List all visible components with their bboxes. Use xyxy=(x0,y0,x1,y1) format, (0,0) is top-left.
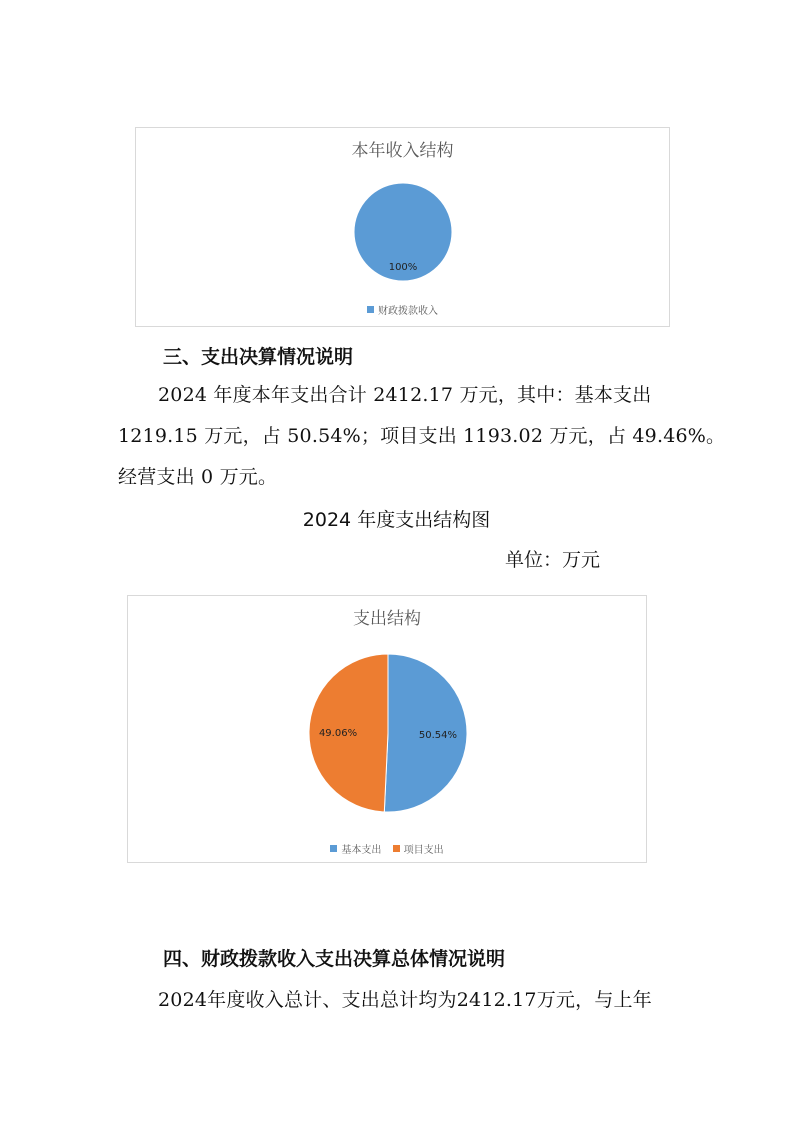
legend-swatch xyxy=(393,845,400,852)
section3-line1: 2024 年度本年支出合计 2412.17 万元，其中：基本支出 xyxy=(158,384,652,406)
income-chart xyxy=(135,127,670,327)
section4-line1: 2024年度收入总计、支出总计均为2412.17万元，与上年 xyxy=(158,989,652,1011)
income-chart-title: 本年收入结构 xyxy=(351,141,454,161)
pie-data-label-1: 100% xyxy=(388,262,418,273)
legend-swatch xyxy=(367,306,374,313)
legend-label: 基本支出 xyxy=(341,845,382,856)
unit-label: 单位：万元 xyxy=(505,549,601,571)
expense-chart-title: 支出结构 xyxy=(353,609,421,629)
legend-label: 项目支出 xyxy=(403,845,444,856)
section3-line3: 经营支出 0 万元。 xyxy=(118,466,278,488)
expense-pie xyxy=(306,653,470,813)
legend-item-project-expense xyxy=(393,841,444,856)
pie-data-label-2: 49.06% xyxy=(318,727,358,739)
legend-label: 财政拨款收入 xyxy=(378,306,438,317)
section3-line2: 1219.15 万元，占 50.54%；项目支出 1193.02 万元，占 49.46%。 xyxy=(118,425,726,447)
expense-structure-title: 2024 年度支出结构图 xyxy=(302,509,491,531)
pie-data-label-1: 50.54% xyxy=(418,730,458,742)
legend-swatch xyxy=(330,845,337,852)
section3-heading: 三、支出决算情况说明 xyxy=(163,346,354,368)
expense-chart xyxy=(127,595,647,863)
expense-legend xyxy=(128,841,646,856)
income-pie xyxy=(353,182,453,282)
legend-item-fiscal-income xyxy=(367,302,438,317)
section4-heading: 四、财政拨款收入支出决算总体情况说明 xyxy=(163,948,506,970)
legend-item-basic-expense xyxy=(330,841,381,856)
income-legend xyxy=(136,302,669,317)
